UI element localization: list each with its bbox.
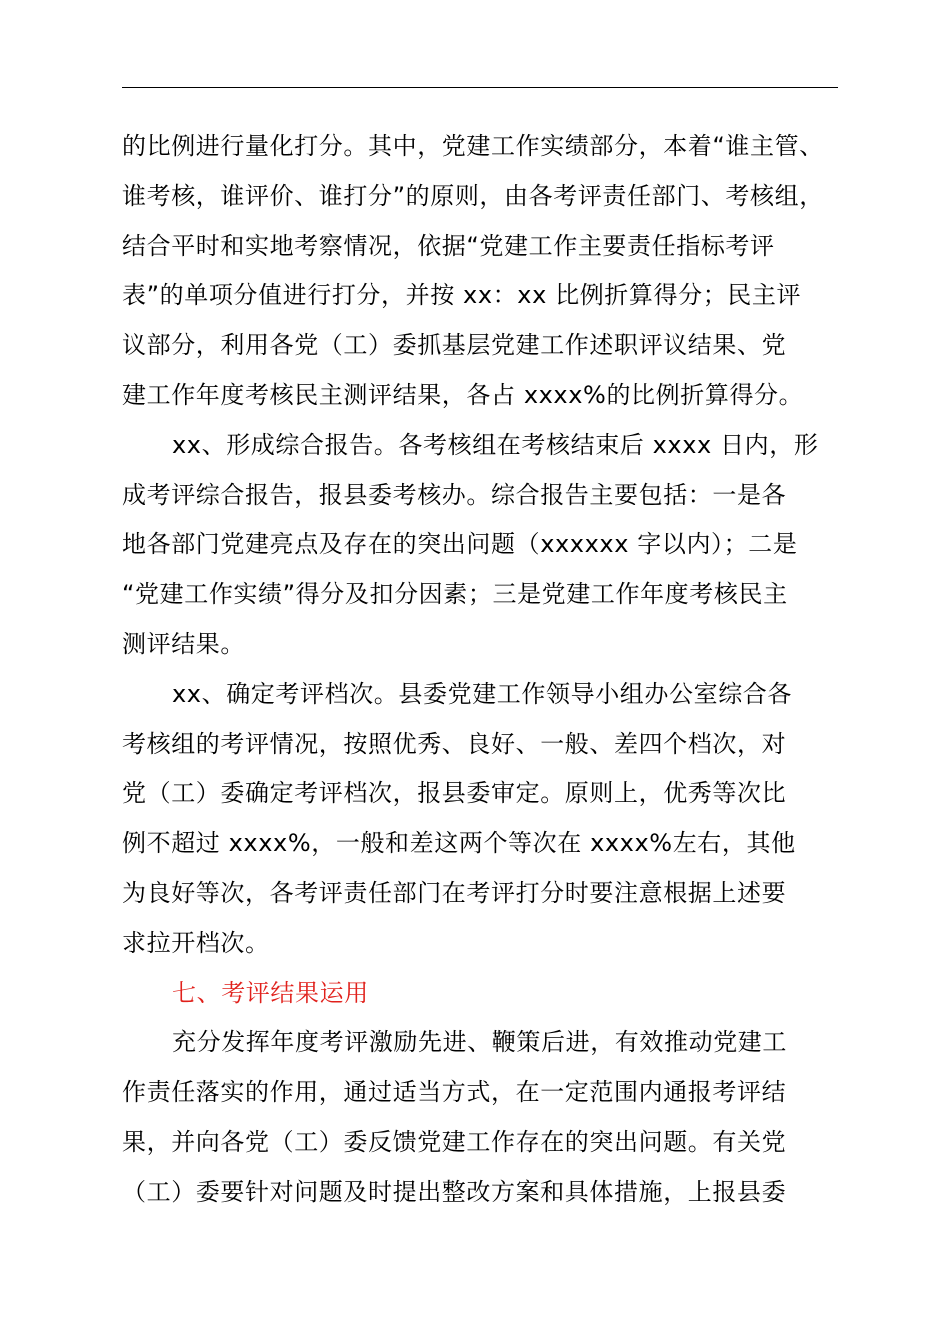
- document-body: [122, 122, 838, 1218]
- paragraph-line: 例不超过 xxxx%，一般和差这两个等次在 xxxx%左右，其他: [122, 829, 796, 858]
- paragraph-line: （工）委要针对问题及时提出整改方案和具体措施，上报县委: [122, 1177, 787, 1206]
- paragraph-line: 果，并向各党（工）委反馈党建工作存在的突出问题。有关党: [122, 1127, 787, 1156]
- paragraph-line: 考核组的考评情况，按照优秀、良好、一般、差四个档次，对: [122, 729, 787, 758]
- section-heading: 七、考评结果运用: [172, 978, 369, 1007]
- header-rule: [122, 87, 838, 88]
- paragraph-line: 建工作年度考核民主测评结果，各占 xxxx%的比例折算得分。: [122, 380, 804, 409]
- paragraph-line: 充分发挥年度考评激励先进、鞭策后进，有效推动党建工: [172, 1028, 787, 1057]
- paragraph-line: 测评结果。: [122, 629, 245, 658]
- paragraph-line: 议部分，利用各党（工）委抓基层党建工作述职评议结果、党: [122, 331, 787, 360]
- paragraph-line: 党（工）委确定考评档次，报县委审定。原则上，优秀等次比: [122, 779, 787, 808]
- paragraph-line: 表”的单项分值进行打分，并按 xx：xx 比例折算得分；民主评: [122, 281, 802, 310]
- paragraph-line: 结合平时和实地考察情况，依据“党建工作主要责任指标考评: [122, 231, 775, 260]
- paragraph-line: 的比例进行量化打分。其中，党建工作实绩部分，本着“谁主管、: [122, 132, 824, 160]
- paragraph-line: 成考评综合报告，报县委考核办。综合报告主要包括：一是各: [122, 480, 787, 509]
- paragraph-line: 谁考核，谁评价、谁打分”的原则，由各考评责任部门、考核组，: [122, 181, 824, 210]
- paragraph-line: 为良好等次，各考评责任部门在考评打分时要注意根据上述要: [122, 878, 787, 907]
- paragraph-line: 作责任落实的作用，通过适当方式，在一定范围内通报考评结: [122, 1078, 787, 1107]
- paragraph-line: xx、形成综合报告。各考核组在考核结束后 xxxx 日内，形: [172, 430, 819, 459]
- paragraph-line: xx、确定考评档次。县委党建工作领导小组办公室综合各: [172, 679, 793, 708]
- paragraph-line: “党建工作实绩”得分及扣分因素；三是党建工作年度考核民主: [122, 580, 788, 609]
- paragraph-line: 求拉开档次。: [122, 928, 270, 957]
- paragraph-line: 地各部门党建亮点及存在的突出问题（xxxxxx 字以内）；二是: [122, 530, 798, 559]
